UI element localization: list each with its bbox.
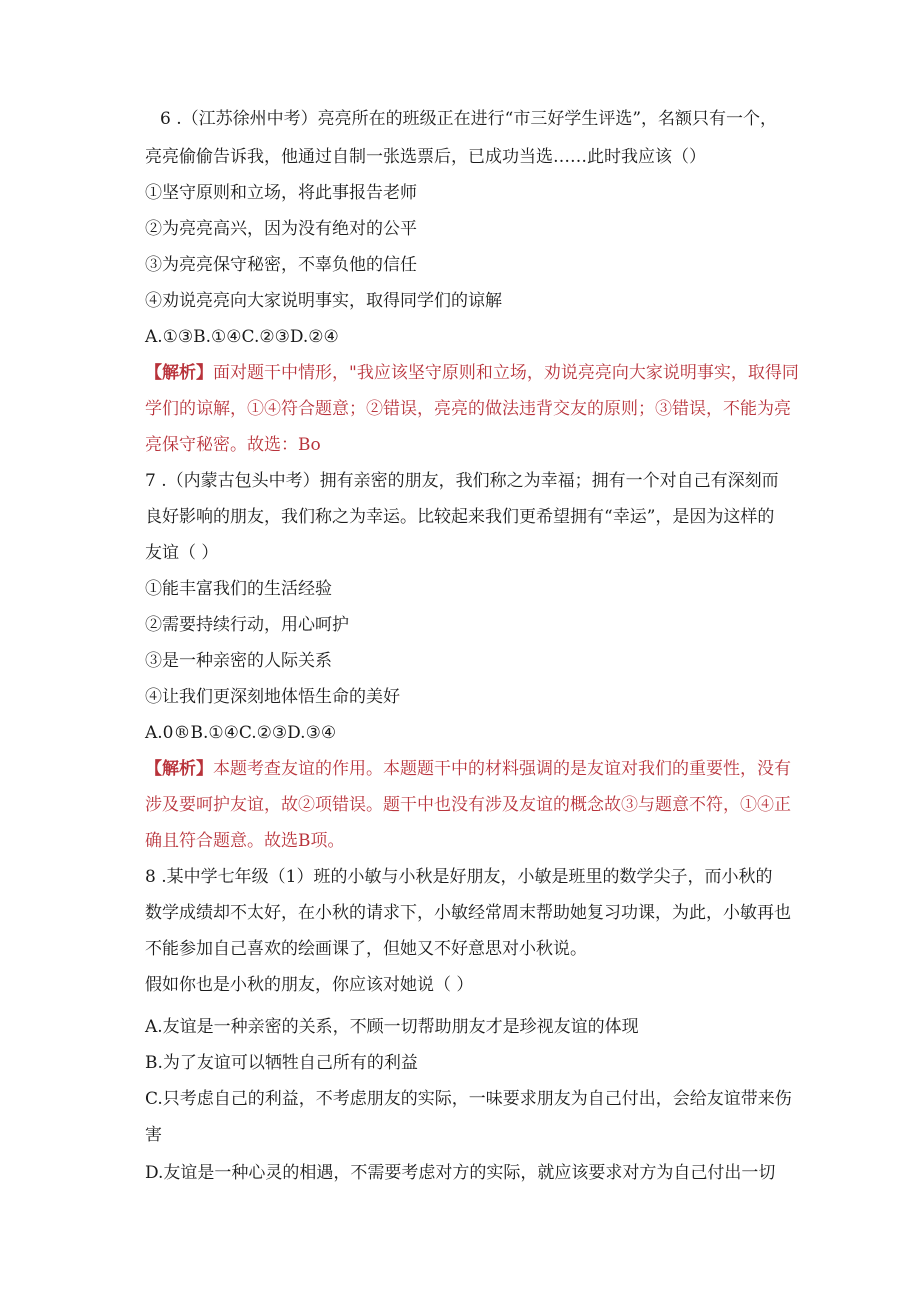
q8-stem-line-4: 假如你也是小秋的朋友，你应该对她说（ ）: [145, 975, 474, 995]
q6-choices: A.①③B.①④C.②③D.②④: [145, 327, 339, 347]
q7-stem-line-2: 良好影响的朋友，我们称之为幸运。比较起来我们更希望拥有“幸运”，是因为这样的: [145, 507, 775, 527]
q8-option-b: B.为了友谊可以牺牲自己所有的利益: [145, 1053, 418, 1073]
q7-option-4: ④让我们更深刻地体悟生命的美好: [145, 687, 400, 707]
q8-option-d: D.友谊是一种心灵的相遇，不需要考虑对方的实际，就应该要求对方为自己付出一切: [145, 1163, 776, 1183]
q8-option-a: A.友谊是一种亲密的关系，不顾一切帮助朋友才是珍视友谊的体现: [145, 1017, 639, 1037]
q6-analysis-label: 【解析】: [145, 363, 213, 383]
q6-option-4: ④劝说亮亮向大家说明事实，取得同学们的谅解: [145, 291, 502, 311]
q6-analysis-line-1: [145, 362, 799, 384]
q8-stem-line-2: 数学成绩却不太好，在小秋的请求下，小敏经常周末帮助她复习功课，为此，小敏再也: [145, 903, 791, 923]
q6-option-3: ③为亮亮保守秘密，不辜负他的信任: [145, 255, 417, 275]
q7-option-3: ③是一种亲密的人际关系: [145, 651, 332, 671]
q8-stem-line-3: 不能参加自己喜欢的绘画课了，但她又不好意思对小秋说。: [145, 939, 587, 959]
q6-analysis-text-1: 面对题干中情形，"我应该坚守原则和立场，劝说亮亮向大家说明事实，取得同: [213, 363, 799, 383]
q8-stem-line-1: 8 .某中学七年级（1）班的小敏与小秋是好朋友，小敏是班里的数学尖子，而小秋的: [145, 867, 773, 887]
q6-stem-line-2: 亮亮偷偷告诉我，他通过自制一张选票后，已成功当选……此时我应该（）: [145, 147, 706, 167]
q6-option-1: ①坚守原则和立场，将此事报告老师: [145, 183, 417, 203]
q7-analysis-line-2: 涉及要呵护友谊，故②项错误。题干中也没有涉及友谊的概念故③与题意不符，①④正: [145, 795, 791, 815]
q7-option-1: ①能丰富我们的生活经验: [145, 579, 332, 599]
q6-stem-line-1: 6 .（江苏徐州中考）亮亮所在的班级正在进行“市三好学生评选”，名额只有一个，: [160, 109, 778, 129]
q7-analysis-label: 【解析】: [145, 759, 213, 779]
q6-analysis-line-3: 亮保守秘密。故选：Bo: [145, 435, 321, 455]
q7-stem-line-1: 7 .（内蒙古包头中考）拥有亲密的朋友，我们称之为幸福；拥有一个对自己有深刻而: [145, 471, 779, 491]
q7-stem-line-3: 友谊（ ）: [145, 543, 219, 563]
q7-option-2: ②需要持续行动，用心呵护: [145, 615, 349, 635]
q7-analysis-text-1: 本题考查友谊的作用。本题题干中的材料强调的是友谊对我们的重要性，没有: [213, 759, 791, 779]
q7-analysis-line-1: [145, 758, 791, 780]
q8-option-c-line-1: C.只考虑自己的利益，不考虑朋友的实际，一味要求朋友为自己付出，会给友谊带来伤: [145, 1089, 792, 1109]
q6-analysis-line-2: 学们的谅解，①④符合题意；②错误，亮亮的做法违背交友的原则；③错误，不能为亮: [145, 399, 791, 419]
q6-option-2: ②为亮亮高兴，因为没有绝对的公平: [145, 219, 417, 239]
q8-option-c-line-2: 害: [145, 1125, 162, 1145]
q7-choices: A.0®B.①④C.②③D.③④: [145, 723, 337, 743]
q7-analysis-line-3: 确且符合题意。故选B项。: [145, 831, 345, 851]
